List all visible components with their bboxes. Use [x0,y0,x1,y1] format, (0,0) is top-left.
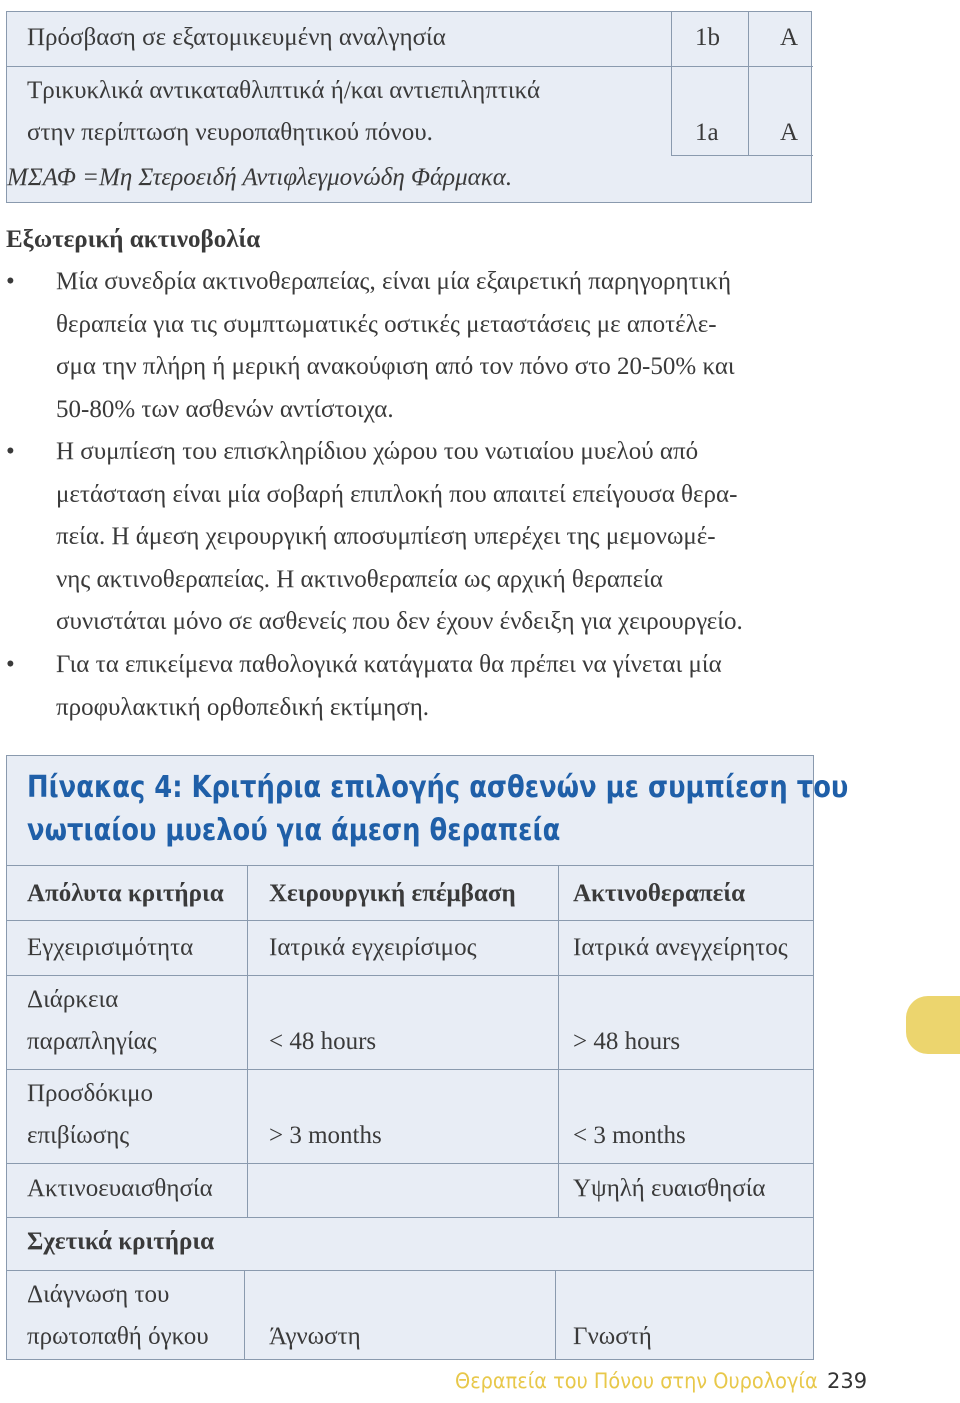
text-line: Για τα επικείμενα παθολογικά κατάγματα θα πρέπει να γίνεται μία [56,651,722,678]
text-line: προφυλακτική ορθοπεδική εκτίμηση. [56,693,430,721]
bullet-marker: • [6,438,15,465]
table-title-line2: νωτιαίου μυελού για άμεση θεραπεία [27,813,561,848]
criterion-cell: Εγχειρισιμότητα [27,934,194,961]
page-number: 239 [827,1369,868,1393]
text-line: συνιστάται μόνο σε ασθενείς που δεν έχουν ένδειξη για χειρουργείο. [56,608,743,635]
surgery-cell: Ιατρικά εγχειρίσιμος [269,934,477,961]
row-divider [7,920,813,921]
radiotherapy-cell: > 48 hours [573,1028,681,1055]
bullet-paragraph-3 [56,644,816,729]
criterion-cell: Προσδόκιμο [27,1080,154,1107]
bullet-marker: • [6,268,15,295]
row-divider [7,1217,813,1218]
criterion-cell: πρωτοπαθή όγκου [27,1323,209,1350]
radiotherapy-cell: Ιατρικά ανεγχείρητος [573,934,788,961]
text-line: νης ακτινοθεραπείας. Η ακτινοθεραπεία ως αρχική θεραπεία [56,565,663,593]
column-divider [558,865,559,1217]
row-divider [671,155,813,156]
header-radiotherapy: Ακτινοθεραπεία [573,880,746,907]
text-line: πεία. Η άμεση χειρουργική αποσυμπίεση υπερέχει της μεμονωμέ- [56,523,716,550]
header-absolute-criteria: Απόλυτα κριτήρια [27,880,224,907]
table-title [27,766,848,852]
header-surgery: Χειρουργική επέμβαση [269,880,516,907]
row-divider [7,1163,813,1164]
text-line: Η συμπίεση του επισκληρίδιου χώρου του νωτιαίου μυελού από [56,438,699,465]
row1-text: Πρόσβαση σε εξατομικευμένη αναλγησία [27,24,446,51]
column-divider [671,12,672,155]
text-line: Μία συνεδρία ακτινοθεραπείας, είναι μία εξαιρετική παρηγορητική [56,268,732,295]
radiotherapy-cell: < 3 months [573,1122,686,1149]
recommendations-table-continued [6,11,812,203]
text-line: θεραπεία για τις συμπτωματικές οστικές μεταστάσεις με αποτέλε- [56,310,717,338]
criterion-cell: Ακτινοευαισθησία [27,1175,213,1202]
column-divider [247,865,248,1217]
column-divider [244,1270,245,1359]
row2-text-line2: στην περίπτωση νευροπαθητικού πόνου. [27,119,433,146]
row2-text-line1: Τρικυκλικά αντικαταθλιπτικά ή/και αντιεπιληπτικά [27,77,541,104]
row1-level: 1b [695,24,720,51]
criterion-cell: Διάρκεια [27,986,119,1013]
criterion-cell: Διάγνωση του [27,1281,170,1308]
row2-level: 1a [695,119,719,146]
row1-grade: A [780,24,799,51]
abbreviation-footnote: ΜΣΑΦ =Μη Στεροειδή Αντιφλεγμονώδη Φάρμακα. [7,164,513,191]
surgery-cell: Άγνωστη [269,1323,361,1350]
relative-criteria-header: Σχετικά κριτήρια [27,1228,215,1255]
text-line: μετάσταση είναι μία σοβαρή επιπλοκή που απαιτεί επείγουσα θερα- [56,480,738,508]
bullet-marker: • [6,651,15,678]
text-line: σμα την πλήρη ή μερική ανακούφιση από τον πόνο στο 20-50% και [56,353,735,380]
criteria-table [6,755,849,1360]
surgery-cell: < 48 hours [269,1028,377,1055]
table-title-line1: Πίνακας 4: Κριτήρια επιλογής ασθενών με συμπίεση του [27,770,849,805]
chapter-tab-marker [906,996,960,1054]
radiotherapy-cell: Γνωστή [573,1323,652,1350]
column-divider [748,12,749,155]
row2-grade: A [780,119,799,146]
criterion-cell: παραπληγίας [27,1028,157,1055]
row-divider [7,1069,813,1070]
bullet-paragraph-2 [56,431,816,644]
surgery-cell: > 3 months [269,1122,382,1149]
row-divider [7,66,813,67]
row-divider [7,1270,813,1271]
row-divider [7,975,813,976]
row-divider [7,865,813,866]
bullet-paragraph-1 [56,261,816,431]
radiotherapy-cell: Υψηλή ευαισθησία [573,1175,766,1202]
section-title: Εξωτερική ακτινοβολία [6,226,261,253]
column-divider [555,1270,556,1359]
text-line: 50-80% των ασθενών αντίστοιχα. [56,395,394,423]
criterion-cell: επιβίωσης [27,1122,130,1149]
running-title: Θεραπεία του Πόνου στην Ουρολογία [455,1369,818,1393]
